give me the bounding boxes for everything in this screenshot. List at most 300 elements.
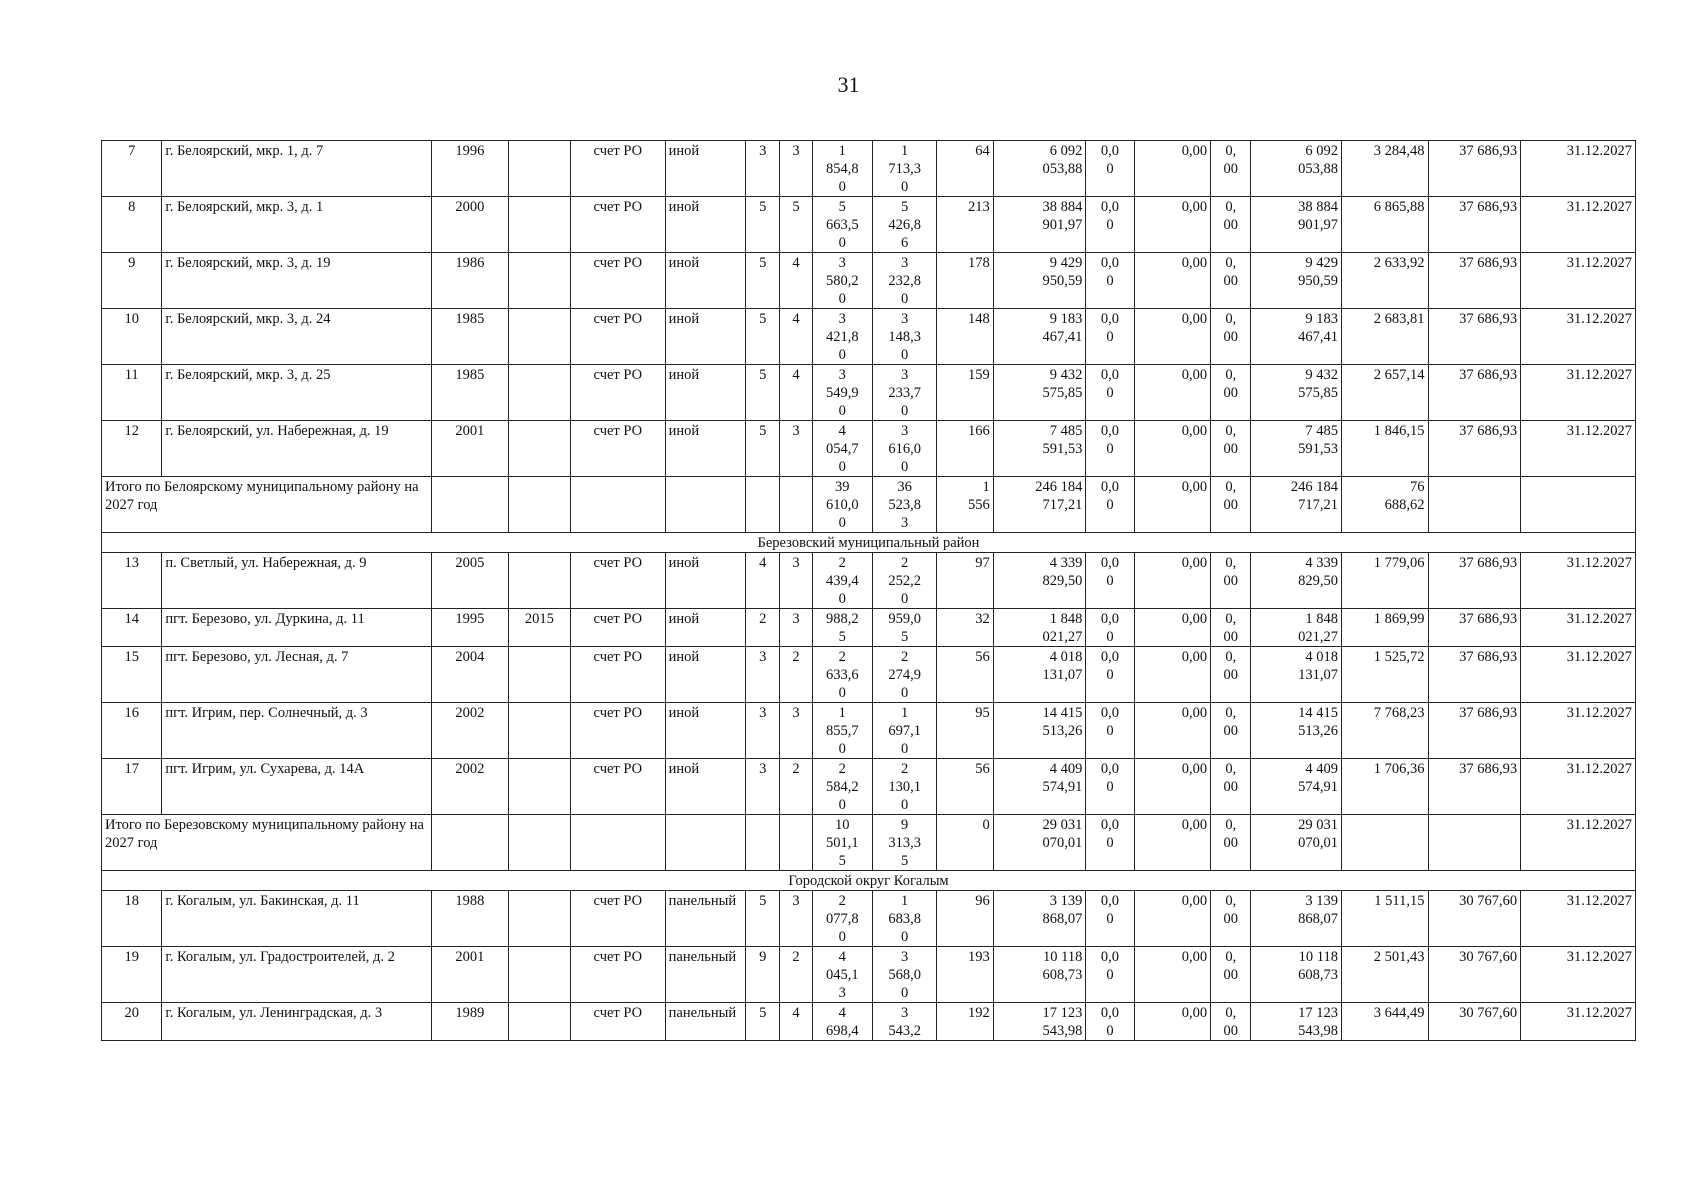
fund-3: 0, 00 (1211, 759, 1251, 815)
cost-total: 4 339 829,50 (993, 553, 1086, 609)
wall-material: иной (665, 647, 746, 703)
fund-1: 0,0 0 (1086, 365, 1134, 421)
entrances: 4 (780, 309, 812, 365)
fund-method: счет РО (571, 197, 666, 253)
fund-3: 0, 00 (1211, 703, 1251, 759)
fund-3: 0, 00 (1211, 553, 1251, 609)
entrances: 4 (780, 253, 812, 309)
year-last-repair (508, 421, 570, 477)
fund-2: 0,00 (1134, 141, 1210, 197)
table-row (102, 609, 1636, 647)
table-row (102, 421, 1636, 477)
fund-4: 1 848 021,27 (1251, 609, 1342, 647)
area-living: 5 426,8 6 (872, 197, 936, 253)
entrances: 3 (780, 141, 812, 197)
area-living: 959,0 5 (872, 609, 936, 647)
address: п. Светлый, ул. Набережная, д. 9 (162, 553, 432, 609)
specific-cost: 2 633,92 (1341, 253, 1428, 309)
limit-cost: 37 686,93 (1428, 609, 1521, 647)
table-row (102, 759, 1636, 815)
row-number: 8 (102, 197, 162, 253)
table-row (102, 253, 1636, 309)
fund-2: 0,00 (1134, 553, 1210, 609)
wall-material: иной (665, 309, 746, 365)
year-last-repair (508, 759, 570, 815)
area-living: 2 274,9 0 (872, 647, 936, 703)
fund-4: 38 884 901,97 (1251, 197, 1342, 253)
area-living: 1 683,8 0 (872, 891, 936, 947)
fund-1: 0,0 0 (1086, 253, 1134, 309)
fund-1: 0,0 0 (1086, 553, 1134, 609)
table-row (102, 947, 1636, 1003)
section-header-row (102, 871, 1636, 891)
fund-3: 0, 00 (1211, 197, 1251, 253)
fund-4: 4 018 131,07 (1251, 647, 1342, 703)
fund-1: 0,0 0 (1086, 421, 1134, 477)
limit-cost: 37 686,93 (1428, 759, 1521, 815)
total-cost: 246 184 717,21 (993, 477, 1086, 533)
row-number: 16 (102, 703, 162, 759)
total-area-living: 36 523,8 3 (872, 477, 936, 533)
fund-4: 9 429 950,59 (1251, 253, 1342, 309)
cost-total: 4 018 131,07 (993, 647, 1086, 703)
total-empty-cell (780, 815, 812, 871)
total-specific-cost: 76 688,62 (1341, 477, 1428, 533)
year-built: 2002 (432, 759, 508, 815)
fund-2: 0,00 (1134, 703, 1210, 759)
residents: 32 (937, 609, 993, 647)
completion-date: 31.12.2027 (1521, 253, 1636, 309)
fund-method: счет РО (571, 703, 666, 759)
specific-cost: 6 865,88 (1341, 197, 1428, 253)
residents: 64 (937, 141, 993, 197)
wall-material: панельный (665, 947, 746, 1003)
total-row (102, 477, 1636, 533)
cost-total: 9 183 467,41 (993, 309, 1086, 365)
completion-date: 31.12.2027 (1521, 891, 1636, 947)
limit-cost: 30 767,60 (1428, 1003, 1521, 1041)
table-row (102, 197, 1636, 253)
floors: 5 (746, 891, 780, 947)
specific-cost: 2 501,43 (1341, 947, 1428, 1003)
row-number: 11 (102, 365, 162, 421)
floors: 5 (746, 365, 780, 421)
fund-3: 0, 00 (1211, 141, 1251, 197)
total-cost: 29 031 070,01 (993, 815, 1086, 871)
completion-date: 31.12.2027 (1521, 609, 1636, 647)
fund-method: счет РО (571, 365, 666, 421)
fund-method: счет РО (571, 253, 666, 309)
fund-3: 0, 00 (1211, 647, 1251, 703)
total-fund-2: 0,00 (1134, 815, 1210, 871)
specific-cost: 1 706,36 (1341, 759, 1428, 815)
fund-2: 0,00 (1134, 365, 1210, 421)
table-body (102, 141, 1636, 1041)
specific-cost: 1 846,15 (1341, 421, 1428, 477)
year-last-repair (508, 1003, 570, 1041)
limit-cost: 37 686,93 (1428, 647, 1521, 703)
total-area-total: 39 610,0 0 (812, 477, 872, 533)
address: г. Белоярский, ул. Набережная, д. 19 (162, 421, 432, 477)
fund-4: 10 118 608,73 (1251, 947, 1342, 1003)
residents: 178 (937, 253, 993, 309)
cost-total: 9 432 575,85 (993, 365, 1086, 421)
fund-1: 0,0 0 (1086, 759, 1134, 815)
year-built: 1995 (432, 609, 508, 647)
entrances: 5 (780, 197, 812, 253)
area-living: 2 252,2 0 (872, 553, 936, 609)
year-built: 1988 (432, 891, 508, 947)
fund-4: 4 409 574,91 (1251, 759, 1342, 815)
row-number: 7 (102, 141, 162, 197)
residents: 56 (937, 647, 993, 703)
limit-cost: 37 686,93 (1428, 553, 1521, 609)
limit-cost: 37 686,93 (1428, 421, 1521, 477)
completion-date: 31.12.2027 (1521, 421, 1636, 477)
specific-cost: 2 657,14 (1341, 365, 1428, 421)
fund-4: 6 092 053,88 (1251, 141, 1342, 197)
year-built: 2005 (432, 553, 508, 609)
residents: 56 (937, 759, 993, 815)
cost-total: 17 123 543,98 (993, 1003, 1086, 1041)
table-row (102, 891, 1636, 947)
area-living: 2 130,1 0 (872, 759, 936, 815)
total-fund-3: 0, 00 (1211, 815, 1251, 871)
floors: 3 (746, 141, 780, 197)
fund-4: 17 123 543,98 (1251, 1003, 1342, 1041)
cost-total: 6 092 053,88 (993, 141, 1086, 197)
total-fund-4: 246 184 717,21 (1251, 477, 1342, 533)
fund-method: счет РО (571, 1003, 666, 1041)
residents: 95 (937, 703, 993, 759)
year-last-repair (508, 253, 570, 309)
floors: 5 (746, 253, 780, 309)
total-empty-cell (780, 477, 812, 533)
limit-cost: 37 686,93 (1428, 365, 1521, 421)
address: г. Белоярский, мкр. 1, д. 7 (162, 141, 432, 197)
specific-cost: 1 511,15 (1341, 891, 1428, 947)
table-row (102, 141, 1636, 197)
entrances: 3 (780, 703, 812, 759)
table-row (102, 1003, 1636, 1041)
floors: 9 (746, 947, 780, 1003)
fund-method: счет РО (571, 421, 666, 477)
fund-2: 0,00 (1134, 421, 1210, 477)
wall-material: панельный (665, 891, 746, 947)
fund-4: 7 485 591,53 (1251, 421, 1342, 477)
area-living: 3 616,0 0 (872, 421, 936, 477)
completion-date: 31.12.2027 (1521, 647, 1636, 703)
total-area-total: 10 501,1 5 (812, 815, 872, 871)
floors: 3 (746, 703, 780, 759)
total-empty-cell (571, 815, 666, 871)
year-built: 2001 (432, 947, 508, 1003)
fund-3: 0, 00 (1211, 421, 1251, 477)
address: г. Белоярский, мкр. 3, д. 1 (162, 197, 432, 253)
area-total: 4 045,1 3 (812, 947, 872, 1003)
address: пгт. Березово, ул. Лесная, д. 7 (162, 647, 432, 703)
total-empty-cell (508, 477, 570, 533)
entrances: 4 (780, 365, 812, 421)
fund-1: 0,0 0 (1086, 609, 1134, 647)
completion-date: 31.12.2027 (1521, 141, 1636, 197)
total-limit-cost (1428, 477, 1521, 533)
fund-1: 0,0 0 (1086, 197, 1134, 253)
floors: 5 (746, 197, 780, 253)
total-empty-cell (746, 815, 780, 871)
entrances: 2 (780, 947, 812, 1003)
fund-1: 0,0 0 (1086, 891, 1134, 947)
fund-3: 0, 00 (1211, 365, 1251, 421)
table-row (102, 553, 1636, 609)
fund-2: 0,00 (1134, 197, 1210, 253)
year-last-repair (508, 891, 570, 947)
cost-total: 1 848 021,27 (993, 609, 1086, 647)
fund-1: 0,0 0 (1086, 703, 1134, 759)
year-last-repair (508, 141, 570, 197)
address: г. Когалым, ул. Ленинградская, д. 3 (162, 1003, 432, 1041)
area-total: 1 855,7 0 (812, 703, 872, 759)
cost-total: 9 429 950,59 (993, 253, 1086, 309)
area-total: 3 421,8 0 (812, 309, 872, 365)
year-built: 2002 (432, 703, 508, 759)
cost-total: 14 415 513,26 (993, 703, 1086, 759)
table-row (102, 703, 1636, 759)
year-last-repair (508, 647, 570, 703)
row-number: 18 (102, 891, 162, 947)
year-built: 1985 (432, 365, 508, 421)
residents: 159 (937, 365, 993, 421)
area-total: 3 549,9 0 (812, 365, 872, 421)
fund-method: счет РО (571, 759, 666, 815)
total-empty-cell (508, 815, 570, 871)
year-built: 1985 (432, 309, 508, 365)
wall-material: иной (665, 759, 746, 815)
row-number: 17 (102, 759, 162, 815)
limit-cost: 30 767,60 (1428, 891, 1521, 947)
limit-cost: 37 686,93 (1428, 703, 1521, 759)
address: г. Белоярский, мкр. 3, д. 25 (162, 365, 432, 421)
fund-2: 0,00 (1134, 609, 1210, 647)
specific-cost: 3 644,49 (1341, 1003, 1428, 1041)
year-last-repair (508, 197, 570, 253)
limit-cost: 30 767,60 (1428, 947, 1521, 1003)
area-total: 2 439,4 0 (812, 553, 872, 609)
specific-cost: 3 284,48 (1341, 141, 1428, 197)
area-total: 5 663,5 0 (812, 197, 872, 253)
year-last-repair (508, 703, 570, 759)
year-last-repair (508, 365, 570, 421)
residents: 148 (937, 309, 993, 365)
row-number: 14 (102, 609, 162, 647)
fund-4: 9 183 467,41 (1251, 309, 1342, 365)
total-date: 31.12.2027 (1521, 815, 1636, 871)
total-residents: 1 556 (937, 477, 993, 533)
total-empty-cell (746, 477, 780, 533)
cost-total: 3 139 868,07 (993, 891, 1086, 947)
fund-4: 3 139 868,07 (1251, 891, 1342, 947)
fund-method: счет РО (571, 647, 666, 703)
entrances: 2 (780, 647, 812, 703)
specific-cost: 7 768,23 (1341, 703, 1428, 759)
capital-repair-table (101, 140, 1636, 1041)
wall-material: иной (665, 609, 746, 647)
fund-2: 0,00 (1134, 759, 1210, 815)
fund-2: 0,00 (1134, 253, 1210, 309)
address: г. Белоярский, мкр. 3, д. 24 (162, 309, 432, 365)
wall-material: иной (665, 553, 746, 609)
completion-date: 31.12.2027 (1521, 309, 1636, 365)
year-last-repair (508, 947, 570, 1003)
area-total: 4 698,4 (812, 1003, 872, 1041)
floors: 5 (746, 1003, 780, 1041)
address: г. Белоярский, мкр. 3, д. 19 (162, 253, 432, 309)
wall-material: иной (665, 253, 746, 309)
entrances: 3 (780, 421, 812, 477)
area-living: 1 713,3 0 (872, 141, 936, 197)
limit-cost: 37 686,93 (1428, 197, 1521, 253)
residents: 192 (937, 1003, 993, 1041)
entrances: 4 (780, 1003, 812, 1041)
specific-cost: 1 779,06 (1341, 553, 1428, 609)
fund-method: счет РО (571, 947, 666, 1003)
area-total: 2 077,8 0 (812, 891, 872, 947)
specific-cost: 1 525,72 (1341, 647, 1428, 703)
area-living: 3 148,3 0 (872, 309, 936, 365)
area-total: 4 054,7 0 (812, 421, 872, 477)
wall-material: иной (665, 703, 746, 759)
total-fund-2: 0,00 (1134, 477, 1210, 533)
total-area-living: 9 313,3 5 (872, 815, 936, 871)
total-residents: 0 (937, 815, 993, 871)
fund-1: 0,0 0 (1086, 141, 1134, 197)
wall-material: иной (665, 141, 746, 197)
row-number: 19 (102, 947, 162, 1003)
fund-method: счет РО (571, 891, 666, 947)
total-empty-cell (432, 815, 508, 871)
year-built: 1996 (432, 141, 508, 197)
fund-2: 0,00 (1134, 309, 1210, 365)
fund-3: 0, 00 (1211, 891, 1251, 947)
wall-material: иной (665, 365, 746, 421)
section-title: Городской округ Когалым (102, 871, 1636, 891)
fund-method: счет РО (571, 141, 666, 197)
total-fund-3: 0, 00 (1211, 477, 1251, 533)
total-label: Итого по Белоярскому муниципальному району на 2027 год (102, 477, 432, 533)
completion-date: 31.12.2027 (1521, 703, 1636, 759)
year-last-repair: 2015 (508, 609, 570, 647)
year-built: 1986 (432, 253, 508, 309)
year-built: 2004 (432, 647, 508, 703)
area-total: 1 854,8 0 (812, 141, 872, 197)
fund-2: 0,00 (1134, 647, 1210, 703)
page-number: 31 (837, 72, 860, 97)
residents: 166 (937, 421, 993, 477)
year-built: 1989 (432, 1003, 508, 1041)
completion-date: 31.12.2027 (1521, 1003, 1636, 1041)
area-total: 3 580,2 0 (812, 253, 872, 309)
table-row (102, 309, 1636, 365)
wall-material: иной (665, 197, 746, 253)
cost-total: 4 409 574,91 (993, 759, 1086, 815)
floors: 3 (746, 647, 780, 703)
section-title: Березовский муниципальный район (102, 533, 1636, 553)
floors: 2 (746, 609, 780, 647)
total-limit-cost (1428, 815, 1521, 871)
address: пгт. Игрим, пер. Солнечный, д. 3 (162, 703, 432, 759)
year-last-repair (508, 553, 570, 609)
total-empty-cell (665, 815, 746, 871)
area-living: 3 568,0 0 (872, 947, 936, 1003)
completion-date: 31.12.2027 (1521, 365, 1636, 421)
specific-cost: 2 683,81 (1341, 309, 1428, 365)
address: пгт. Игрим, ул. Сухарева, д. 14А (162, 759, 432, 815)
wall-material: иной (665, 421, 746, 477)
fund-4: 4 339 829,50 (1251, 553, 1342, 609)
fund-3: 0, 00 (1211, 309, 1251, 365)
area-total: 2 633,6 0 (812, 647, 872, 703)
floors: 5 (746, 309, 780, 365)
entrances: 3 (780, 553, 812, 609)
fund-method: счет РО (571, 609, 666, 647)
fund-1: 0,0 0 (1086, 1003, 1134, 1041)
total-date (1521, 477, 1636, 533)
specific-cost: 1 869,99 (1341, 609, 1428, 647)
entrances: 3 (780, 609, 812, 647)
fund-method: счет РО (571, 309, 666, 365)
year-last-repair (508, 309, 570, 365)
section-header-row (102, 533, 1636, 553)
cost-total: 10 118 608,73 (993, 947, 1086, 1003)
row-number: 9 (102, 253, 162, 309)
area-living: 1 697,1 0 (872, 703, 936, 759)
floors: 3 (746, 759, 780, 815)
row-number: 12 (102, 421, 162, 477)
fund-4: 9 432 575,85 (1251, 365, 1342, 421)
fund-2: 0,00 (1134, 1003, 1210, 1041)
area-total: 2 584,2 0 (812, 759, 872, 815)
table-row (102, 647, 1636, 703)
total-empty-cell (571, 477, 666, 533)
wall-material: панельный (665, 1003, 746, 1041)
year-built: 2001 (432, 421, 508, 477)
limit-cost: 37 686,93 (1428, 253, 1521, 309)
cost-total: 38 884 901,97 (993, 197, 1086, 253)
year-built: 2000 (432, 197, 508, 253)
total-fund-4: 29 031 070,01 (1251, 815, 1342, 871)
limit-cost: 37 686,93 (1428, 309, 1521, 365)
fund-1: 0,0 0 (1086, 647, 1134, 703)
fund-2: 0,00 (1134, 891, 1210, 947)
fund-3: 0, 00 (1211, 947, 1251, 1003)
fund-3: 0, 00 (1211, 609, 1251, 647)
completion-date: 31.12.2027 (1521, 197, 1636, 253)
fund-3: 0, 00 (1211, 253, 1251, 309)
address: пгт. Березово, ул. Дуркина, д. 11 (162, 609, 432, 647)
fund-4: 14 415 513,26 (1251, 703, 1342, 759)
table-row (102, 365, 1636, 421)
cost-total: 7 485 591,53 (993, 421, 1086, 477)
residents: 193 (937, 947, 993, 1003)
total-fund-1: 0,0 0 (1086, 815, 1134, 871)
limit-cost: 37 686,93 (1428, 141, 1521, 197)
fund-1: 0,0 0 (1086, 309, 1134, 365)
area-total: 988,2 5 (812, 609, 872, 647)
row-number: 10 (102, 309, 162, 365)
fund-1: 0,0 0 (1086, 947, 1134, 1003)
residents: 213 (937, 197, 993, 253)
floors: 5 (746, 421, 780, 477)
